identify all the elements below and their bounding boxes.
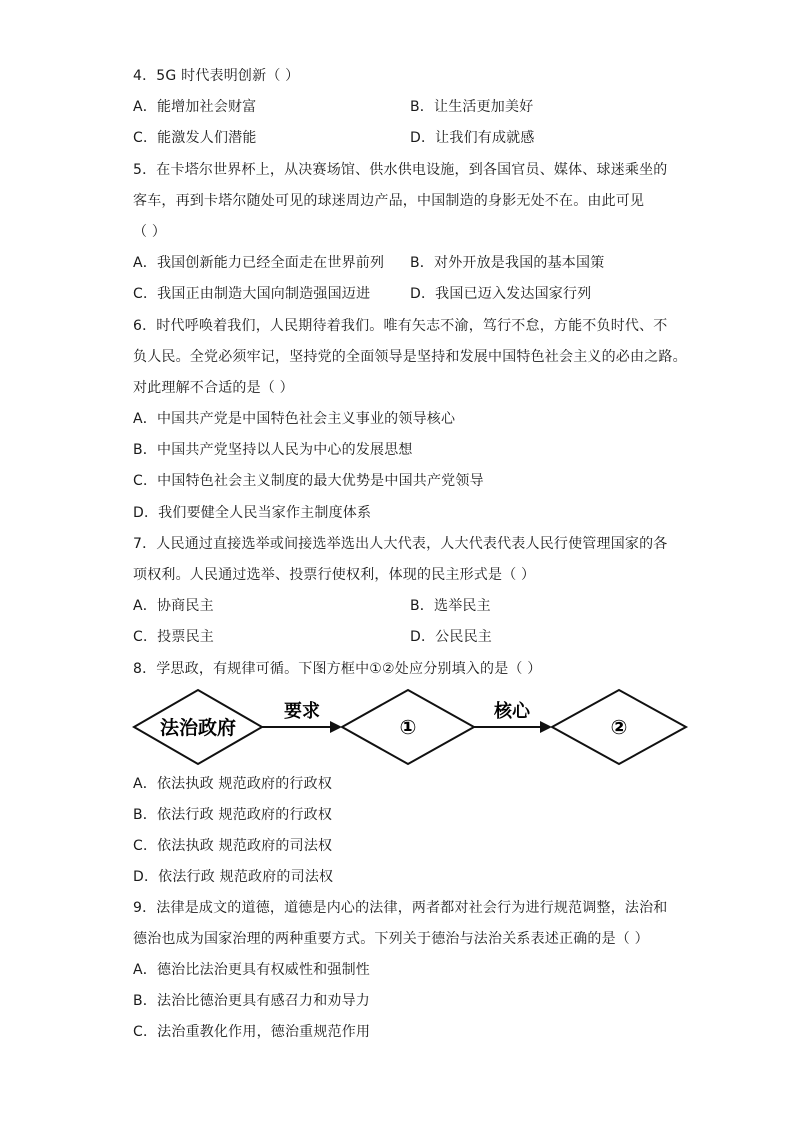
q6-option-b: B．中国共产党坚持以人民为中心的发展思想 [133, 442, 413, 458]
q7-option-c: C．投票民主 [133, 629, 214, 645]
q6-option-c: C．中国特色社会主义制度的最大优势是中国共产党领导 [133, 473, 484, 489]
q9-option-c: C．法治重教化作用，德治重规范作用 [133, 1024, 371, 1040]
question-5-line-3: （ ） [133, 224, 167, 240]
question-5-line-1: 5．在卡塔尔世界杯上，从决赛场馆、供水供电设施，到各国官员、媒体、球迷乘坐的 [133, 162, 668, 178]
q4-option-b: B．让生活更加美好 [410, 99, 534, 115]
q6-option-a: A．中国共产党是中国特色社会主义事业的领导核心 [133, 411, 456, 427]
q5-option-a: A．我国创新能力已经全面走在世界前列 [133, 255, 385, 271]
q8-option-a: A．依法执政 规范政府的行政权 [133, 776, 333, 792]
q8-option-b: B．依法行政 规范政府的行政权 [133, 807, 333, 823]
question-6-line-2: 负人民。全党必须牢记，坚持党的全面领导是坚持和发展中国特色社会主义的必由之路。 [133, 349, 687, 365]
question-9-line-1: 9．法律是成文的道德，道德是内心的法律，两者都对社会行为进行规范调整，法治和 [133, 900, 668, 916]
q4-option-d: D．让我们有成就感 [410, 130, 535, 146]
question-7-line-1: 7．人民通过直接选举或间接选举选出人大代表，人大代表代表人民行使管理国家的各 [133, 536, 668, 552]
question-5-line-2: 客车，再到卡塔尔随处可见的球迷周边产品，中国制造的身影无处不在。由此可见 [133, 193, 645, 209]
q5-option-c: C．我国正由制造大国向制造强国迈进 [133, 286, 371, 302]
q4-option-a: A．能增加社会财富 [133, 99, 257, 115]
diamond-label-3: ② [610, 715, 628, 739]
q7-option-b: B．选举民主 [410, 598, 491, 614]
q9-option-b: B．法治比德治更具有感召力和劝导力 [133, 993, 371, 1009]
q5-option-d: D．我国已迈入发达国家行列 [410, 286, 592, 302]
q5-option-b: B．对外开放是我国的基本国策 [410, 255, 605, 271]
question-6-line-3: 对此理解不合适的是（ ） [133, 380, 294, 396]
arrow-label-2: 核心 [494, 701, 530, 722]
q6-option-d: D．我们要健全人民当家作主制度体系 [133, 505, 372, 521]
question-4: 4．5G 时代表明创新（ ） [133, 68, 300, 84]
q7-option-d: D．公民民主 [410, 629, 492, 645]
diamond-label-2: ① [399, 715, 417, 739]
diamond-label-1: 法治政府 [159, 717, 237, 739]
flow-diagram [130, 686, 690, 768]
question-8: 8．学思政，有规律可循。下图方框中①②处应分别填入的是（ ） [133, 661, 542, 677]
q9-option-a: A．德治比法治更具有权威性和强制性 [133, 962, 370, 978]
question-7-line-2: 项权利。人民通过选举、投票行使权利，体现的民主形式是（ ） [133, 567, 536, 583]
q7-option-a: A．协商民主 [133, 598, 214, 614]
q8-option-c: C．依法执政 规范政府的司法权 [133, 838, 333, 854]
question-6-line-1: 6．时代呼唤着我们，人民期待着我们。唯有矢志不渝，笃行不怠，方能不负时代、不 [133, 318, 668, 334]
question-9-line-2: 德治也成为国家治理的两种重要方式。下列关于德治与法治关系表述正确的是（ ） [133, 931, 649, 947]
q8-option-d: D．依法行政 规范政府的司法权 [133, 869, 334, 885]
q4-option-c: C．能激发人们潜能 [133, 130, 257, 146]
arrow-label-1: 要求 [284, 701, 320, 722]
